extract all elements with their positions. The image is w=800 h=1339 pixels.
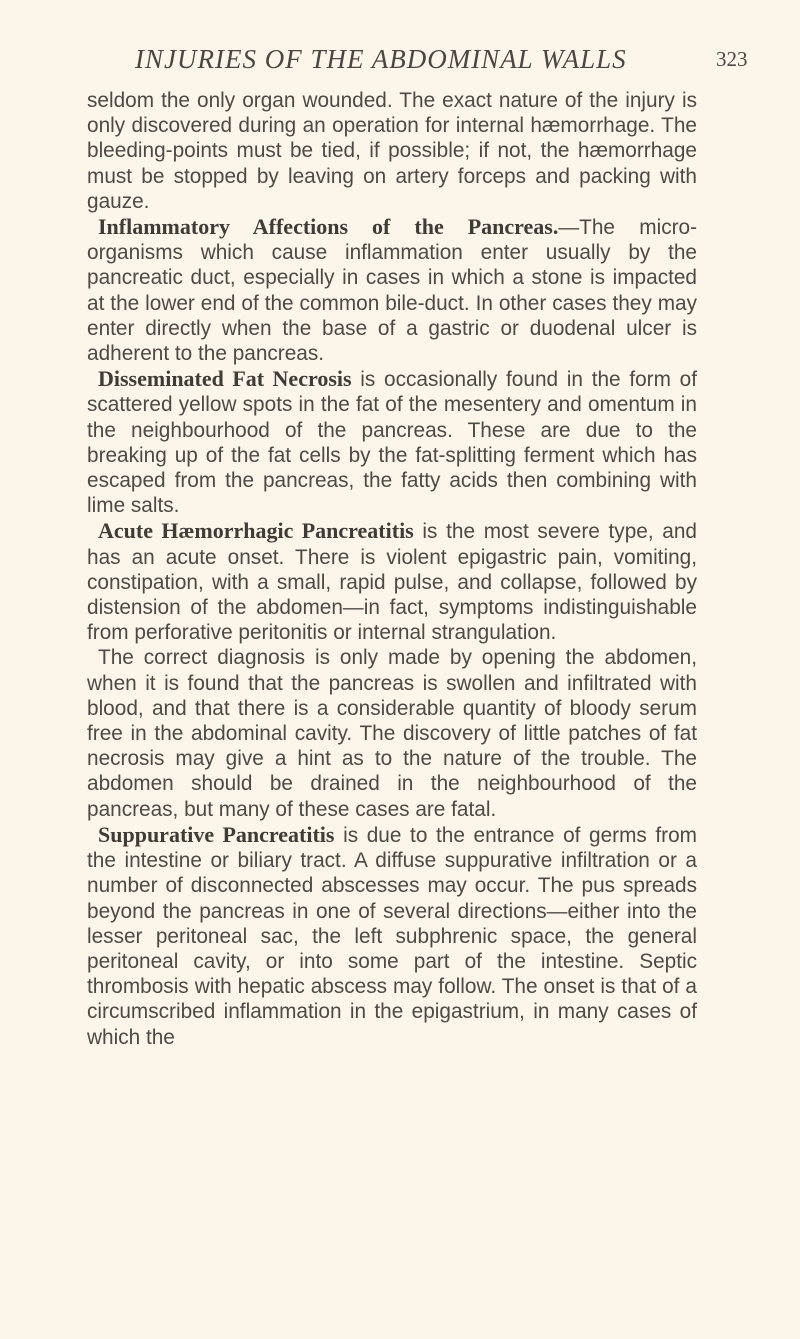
section-heading: Acute Hæmorrhagic Pancreatitis <box>98 518 414 544</box>
paragraph-text: seldom the only organ wounded. The exact nature of the injury is only discovered during an operation for internal hæmorrhage. The bleeding-points must be tied, if possible; if not, the hæmorrhage must be stopped by leaving on artery forceps and packing with gauze. <box>87 89 697 213</box>
paragraph-fat-necrosis <box>87 366 697 518</box>
page-number: 323 <box>716 47 748 71</box>
paragraph-text: —The micro-organisms which cause inflammation enter usually by the pancreatic duct, especially in cases in which a stone is impacted at the lower end of the common bile-duct. In other cases they may enter directly when the base of a gastric or duodenal ulcer is adherent to the pancreas. <box>87 216 698 366</box>
paragraph-inflammatory-affections <box>87 214 697 366</box>
section-heading: Suppurative Pancreatitis <box>98 821 335 847</box>
paragraph-diagnosis <box>87 645 697 821</box>
running-title: INJURIES OF THE ABDOMINAL WALLS <box>135 44 627 74</box>
body-text <box>87 88 697 1050</box>
section-heading: Disseminated Fat Necrosis <box>98 366 352 392</box>
paragraph-acute-pancreatitis <box>87 518 697 645</box>
page-header <box>0 44 800 84</box>
paragraph-text: is the most severe type, and has an acute onset. There is violent epigastric pain, vomiting, constipation, with a small, rapid pulse, and collapse, followed by distension of the abdomen—in fact, symptoms indistinguishable from perforative peritonitis or internal strangulation. <box>87 520 697 645</box>
section-heading: Inflammatory Affections of the Pancreas. <box>98 214 559 240</box>
paragraph-text: is occasionally found in the form of scattered yellow spots in the fat of the mesentery and omentum in the neighbourhood of the pancreas. These are due to the breaking up of the fat cells by the fat-splitting ferment which has escaped from the pancreas, the fatty acids then combining with lime salts. <box>87 368 697 518</box>
paragraph-text: is due to the entrance of germs from the intestine or biliary tract. A diffuse suppurative infiltration or a number of disconnected abscesses may occur. The pus spreads beyond the pancreas in one of several directions—either into the lesser peritoneal sac, the left subphrenic space, the general peritoneal cavity, or into some part of the intestine. Septic thrombosis with hepatic abscess may follow. The onset is that of a circumscribed inflammation in the epigastrium, in many cases of which the <box>87 823 698 1049</box>
paragraph-text: The correct diagnosis is only made by opening the abdomen, when it is found that the pancreas is swollen and infiltrated with blood, and that there is a considerable quantity of bloody serum free in the abdominal cavity. The discovery of little patches of fat necrosis may give a hint as to the nature of the trouble. The abdomen should be drained in the neighbourhood of the pancreas, but many of these cases are fatal. <box>87 646 697 821</box>
paragraph-suppurative-pancreatitis <box>87 822 697 1050</box>
paragraph-continuation <box>87 88 697 214</box>
